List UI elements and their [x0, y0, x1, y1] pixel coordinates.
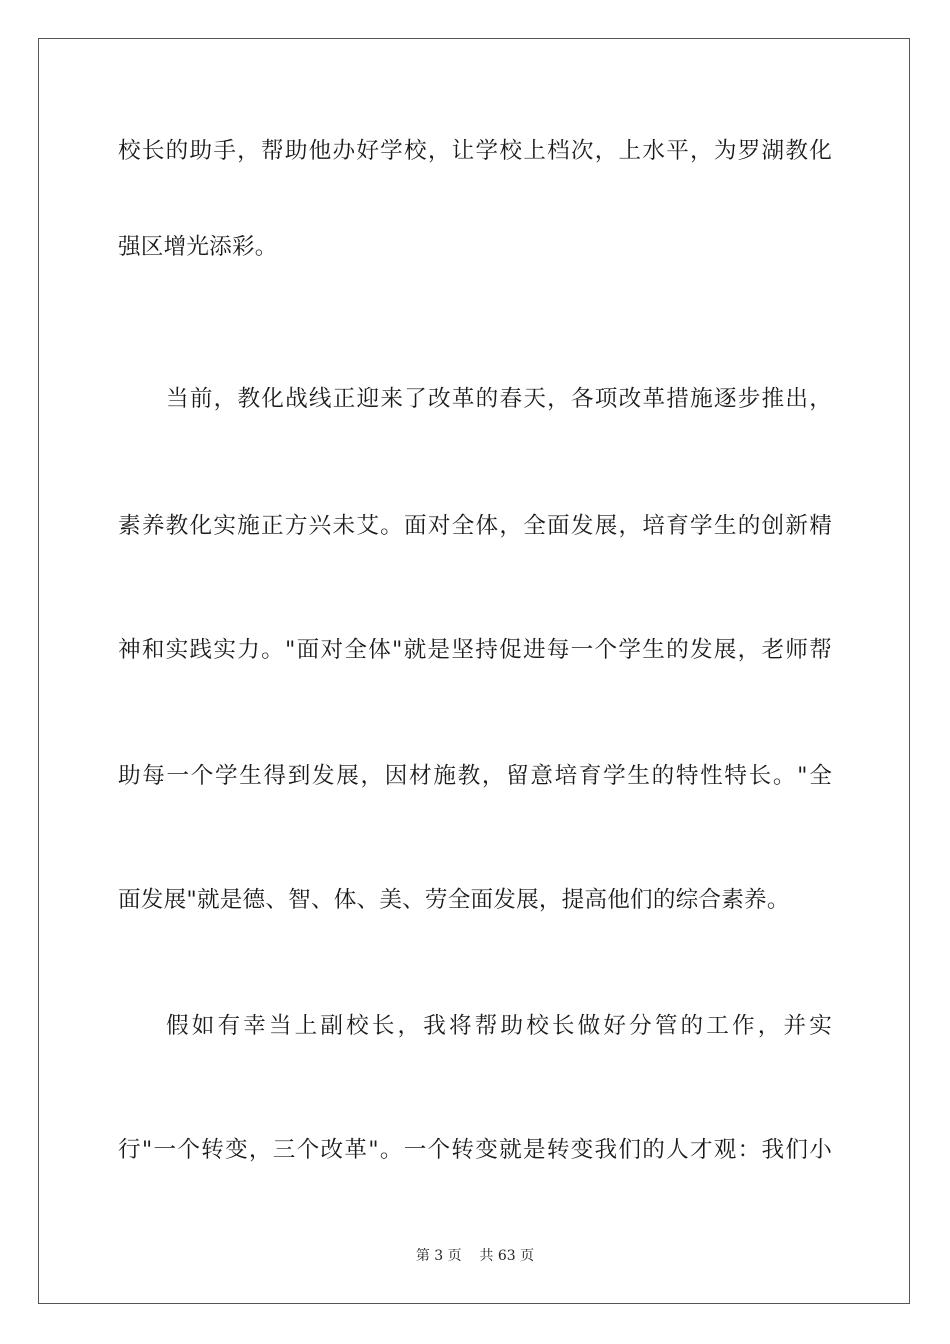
text-line: 行"一个转变，三个改革"。一个转变就是转变我们的人才观：我们小	[118, 1137, 832, 1163]
page-number: 第 3 页	[415, 1248, 462, 1264]
text-line: 面发展"就是德、智、体、美、劳全面发展，提高他们的综合素养。	[118, 887, 790, 913]
text-line: 助每一个学生得到发展，因材施教，留意培育学生的特性特长。"全	[118, 763, 832, 789]
page-footer	[0, 1246, 950, 1266]
page-border	[38, 38, 910, 1304]
text-line: 强区增光添彩。	[118, 234, 278, 260]
page-total: 共 63 页	[479, 1248, 535, 1264]
text-line: 假如有幸当上副校长，我将帮助校长做好分管的工作，并实	[166, 1013, 832, 1039]
text-line: 当前，教化战线正迎来了改革的春天，各项改革措施逐步推出，	[166, 386, 832, 412]
text-line: 校长的助手，帮助他办好学校，让学校上档次，上水平，为罗湖教化	[118, 138, 832, 164]
text-line: 素养教化实施正方兴未艾。面对全体，全面发展，培育学生的创新精	[118, 513, 832, 539]
text-line: 神和实践实力。"面对全体"就是坚持促进每一个学生的发展，老师帮	[118, 637, 832, 663]
